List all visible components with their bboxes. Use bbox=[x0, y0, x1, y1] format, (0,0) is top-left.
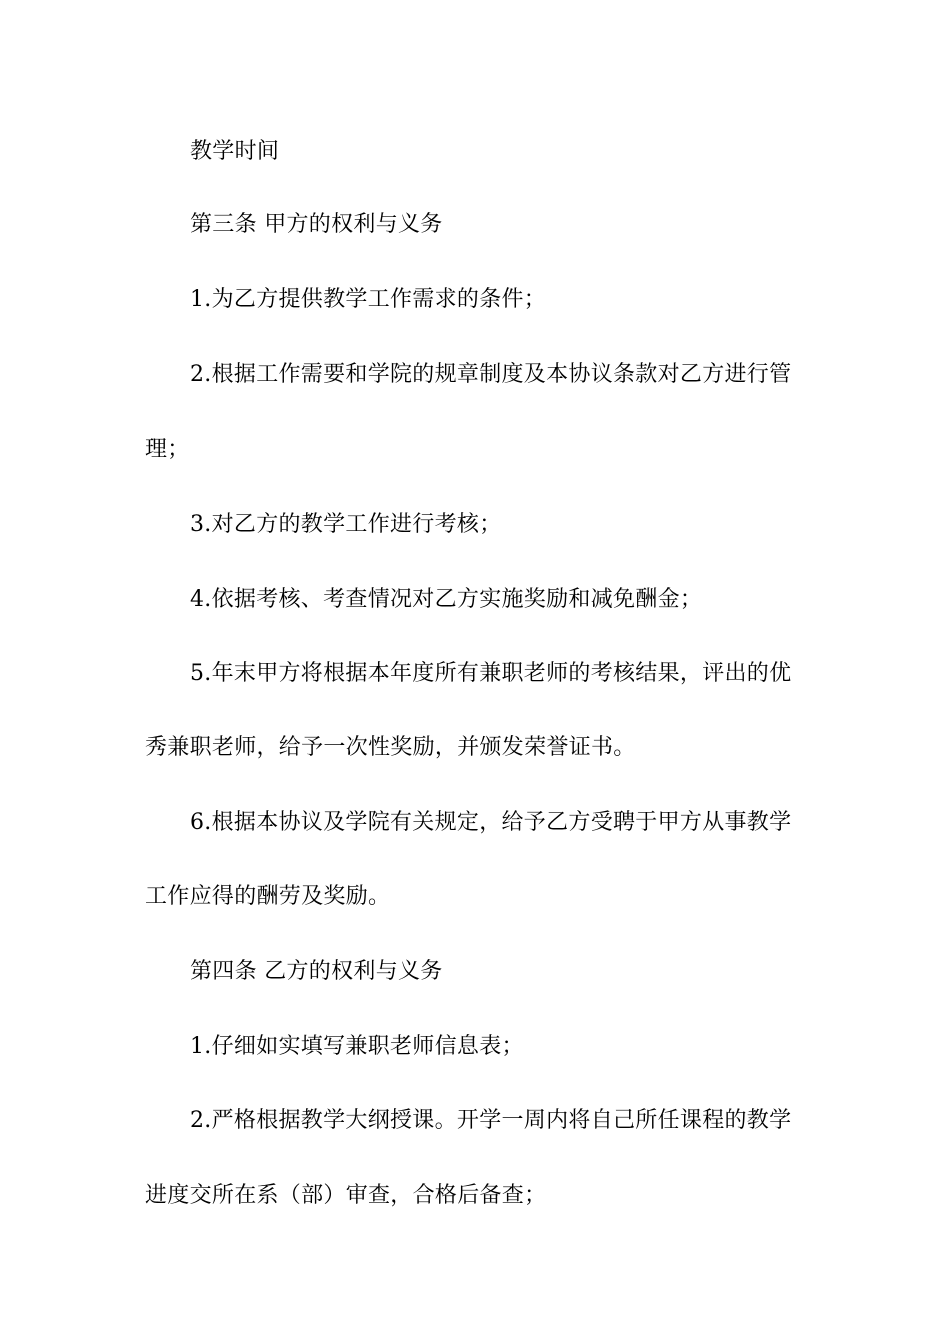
article-3-item-4: 4.依据考核、考查情况对乙方实施奖励和减免酬金； bbox=[190, 587, 703, 612]
article-3-item-1: 1.为乙方提供教学工作需求的条件； bbox=[190, 287, 547, 312]
article-3-item-5-continued: 秀兼职老师，给予一次性奖励，并颁发荣誉证书。 bbox=[145, 735, 636, 760]
article-3-item-5: 5.年末甲方将根据本年度所有兼职老师的考核结果，评出的优 bbox=[190, 661, 792, 686]
heading-teaching-time: 教学时间 bbox=[190, 139, 280, 164]
article-3-item-6: 6.根据本协议及学院有关规定，给予乙方受聘于甲方从事教学 bbox=[190, 810, 792, 835]
article-3-item-3: 3.对乙方的教学工作进行考核； bbox=[190, 512, 502, 537]
article-4-heading: 第四条 乙方的权利与义务 bbox=[190, 959, 443, 984]
article-3-item-2-continued: 理； bbox=[145, 437, 190, 462]
article-4-item-1: 1.仔细如实填写兼职老师信息表； bbox=[190, 1034, 524, 1059]
article-4-item-2: 2.严格根据教学大纲授课。开学一周内将自己所任课程的教学 bbox=[190, 1108, 792, 1133]
article-3-item-6-continued: 工作应得的酬劳及奖励。 bbox=[145, 884, 391, 909]
article-3-item-2: 2.根据工作需要和学院的规章制度及本协议条款对乙方进行管 bbox=[190, 362, 792, 387]
article-3-heading: 第三条 甲方的权利与义务 bbox=[190, 212, 443, 237]
article-4-item-2-continued: 进度交所在系（部）审查，合格后备查； bbox=[145, 1183, 547, 1208]
